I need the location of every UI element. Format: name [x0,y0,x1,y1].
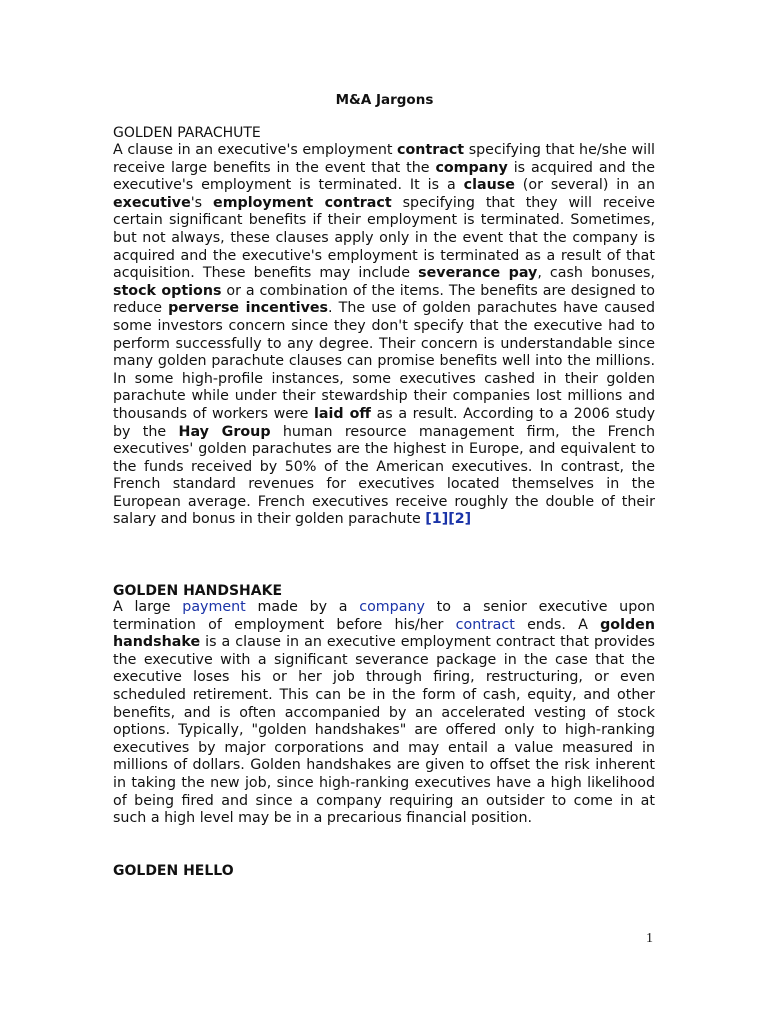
text-run: specifying that they will receive certain significant benefits if their employment is terminated. Sometimes, but not always, these clauses apply only in the event that the company is acquired and the executive's employment is terminated as a result of that acquisition. These benefits may include [113,194,655,282]
page-title: M&A Jargons [335,92,434,108]
text-run: ends. A [514,616,601,633]
text-run: specifying that he/she will receive large benefits in the event that the [113,142,655,176]
paragraph-golden-parachute [113,142,655,529]
paragraph-golden-handshake [113,599,655,828]
text-run: is a clause in an executive employment contract that provides the executive with a significant severance package in the case that the executive loses his or her job through firing, restructuring, or even scheduled retirement. This can be in the form of cash, equity, and other benefits, and is often accompanied by an accelerated vesting of stock options. Typically, "golden handshakes" are offered only to high-ranking executives by major corporations and may entail a value measured in millions of dollars. Golden handshakes are given to offset the risk inherent in taking the new job, since high-ranking executives have a high likelihood of being fired and since a company requiring an outsider to come in at such a high level may be in a precarious financial position. [113,634,655,827]
link-contract[interactable]: contract [455,616,515,633]
text-run: A large [113,599,183,615]
link-company[interactable]: company [359,599,425,615]
section-heading-golden-handshake: GOLDEN HANDSHAKE [113,583,283,599]
section-heading-golden-hello: GOLDEN HELLO [113,863,234,879]
bold-term: employment contract [213,194,392,211]
text-run: . The use of golden parachutes have caused some investors concern since they don't specify that the executive had to perform successfully to any degree. Their concern is understandable since many golden parachute clauses can promise benefits well into the millions. In some high-profile instances, some executives cashed in their golden parachute while under their stewardship their companies lost millions and thousands of workers were [113,300,655,422]
page-number: 1 [646,931,653,946]
reference-link-1[interactable]: [1] [425,511,449,528]
bold-term: stock options [113,282,222,299]
text-run: as a result. According to a 2006 study by the [113,405,655,440]
bold-term: Hay Group [178,423,271,440]
text-run: or a combination of the items. The benefits are designed to reduce [113,282,655,317]
bold-term: clause [463,177,515,194]
bold-term: laid off [313,405,371,422]
text-run: (or several) in an [514,177,655,194]
text-run: human resource management firm, the French executives' golden parachutes are the highest in Europe, and equivalent to the funds received by 50% of the American executives. In contrast, the French standard revenues for executives located themselves in the European average. French executives receive roughly the double of their salary and bonus in their golden parachute [113,423,655,528]
text-run: to a senior executive upon termination of employment before his/her [113,599,655,633]
text-run: is acquired and the executive's employment is terminated. It is a [113,159,655,194]
text-run: made by a [245,599,360,615]
link-payment[interactable]: payment [182,599,246,615]
text-run: , cash bonuses, [537,265,655,282]
bold-term: executive [113,194,191,211]
section-heading-golden-parachute: GOLDEN PARACHUTE [113,125,261,141]
bold-term: golden handshake [113,616,655,651]
bold-term: perverse incentives [168,300,329,317]
bold-term: company [435,159,508,176]
text-run: 's [190,194,214,211]
bold-term: contract [397,142,465,158]
bold-term: severance pay [418,265,538,282]
reference-link-2[interactable]: [2] [448,511,472,528]
text-run: A clause in an executive's employment [113,142,398,158]
